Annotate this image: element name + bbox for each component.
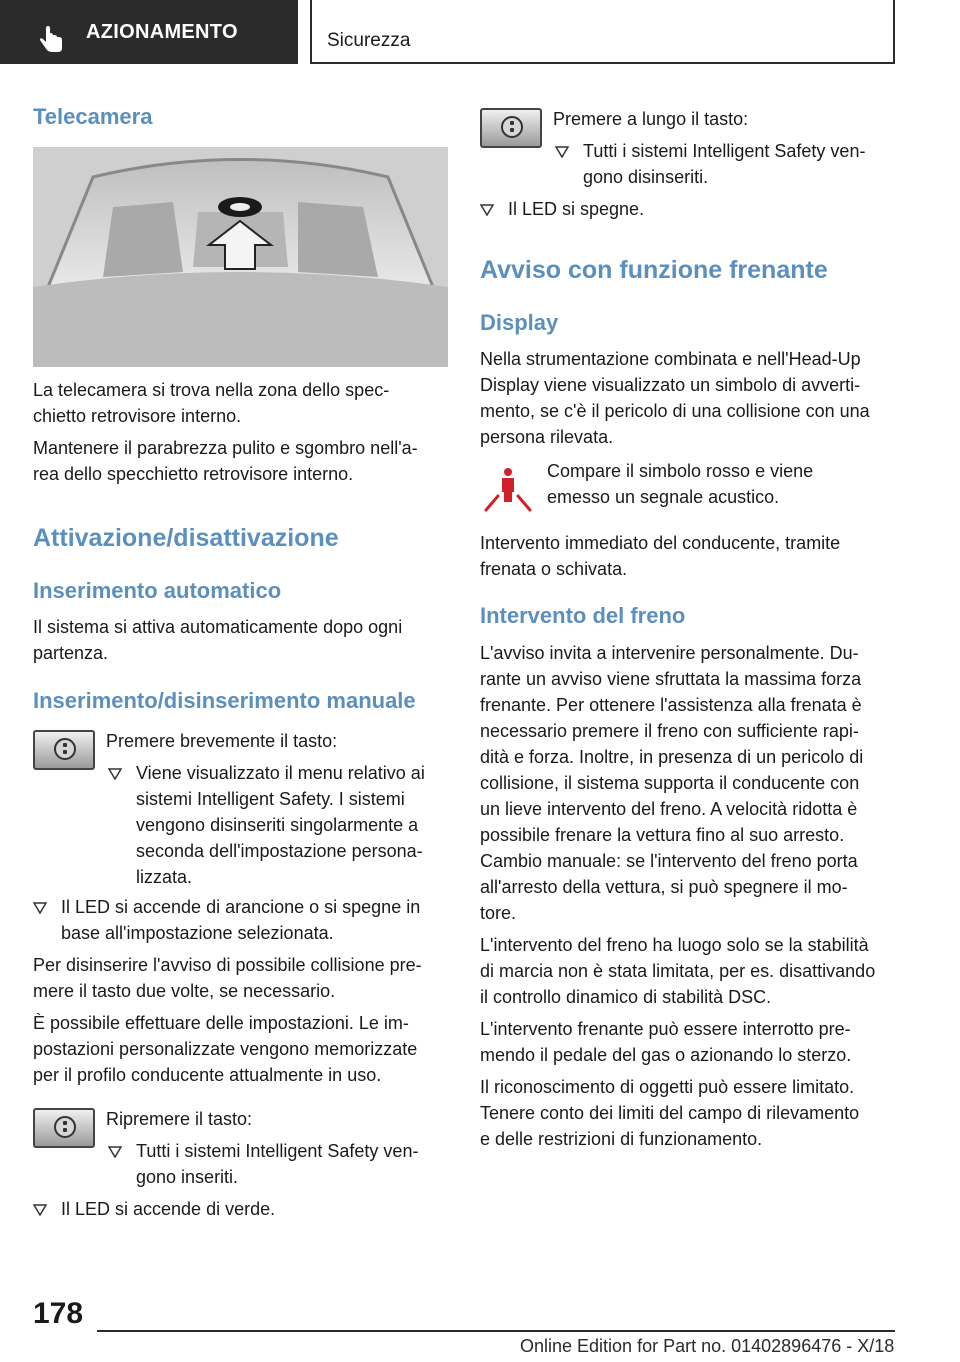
paragraph: dità e forza. Inoltre, in presenza di un pericolo di <box>480 747 864 767</box>
heading-attivazione: Attivazione/disattivazione <box>33 524 339 552</box>
list-item: Il LED si accende di arancione o si spegne in <box>61 897 421 917</box>
list-item: Viene visualizzato il menu relativo ai <box>136 763 425 783</box>
paragraph: L'avviso invita a intervenire personalmente. Du- <box>480 643 859 663</box>
paragraph: possibile frenare la vettura fino al suo arresto. <box>480 825 845 845</box>
heading-inserimento-automatico: Inserimento automatico <box>33 578 282 603</box>
paragraph: La telecamera si trova nella zona dello spec- <box>33 380 390 400</box>
paragraph: un lieve intervento del freno. A velocità ridotta è <box>480 799 858 819</box>
paragraph: persona rilevata. <box>480 427 614 447</box>
paragraph: postazioni personalizzate vengono memorizzate <box>33 1039 418 1059</box>
warning-text: Compare il simbolo rosso e viene <box>547 461 814 481</box>
paragraph: Mantenere il parabrezza pulito e sgombro nell'a- <box>33 438 418 458</box>
list-item: Il LED si spegne. <box>508 199 645 219</box>
sensor-button-icon <box>33 730 95 770</box>
instruction: Ripremere il tasto: <box>106 1109 253 1129</box>
list-triangle-icon <box>108 768 122 780</box>
paragraph: necessario premere il freno con sufficiente rapi- <box>480 721 859 741</box>
paragraph: collisione, il sistema supporta il conducente con <box>480 773 860 793</box>
paragraph: all'arresto della vettura, si può spegnere il mo- <box>480 877 848 897</box>
list-triangle-icon <box>33 902 47 914</box>
heading-display: Display <box>480 310 559 335</box>
paragraph: e delle restrizioni di funzionamento. <box>480 1129 763 1149</box>
paragraph: Nella strumentazione combinata e nell'Head-Up <box>480 349 861 369</box>
paragraph: partenza. <box>33 643 109 663</box>
footer-divider <box>97 1330 895 1332</box>
list-item: Tutti i sistemi Intelligent Safety ven- <box>136 1141 419 1161</box>
chapter-tab <box>310 0 895 64</box>
chapter-title: Sicurezza <box>327 30 411 51</box>
paragraph: mere il tasto due volte, se necessario. <box>33 981 336 1001</box>
paragraph: per il profilo conducente attualmente in uso. <box>33 1065 382 1085</box>
list-triangle-icon <box>480 204 494 216</box>
paragraph: il controllo dinamico di stabilità DSC. <box>480 987 772 1007</box>
paragraph: L'intervento del freno ha luogo solo se la stabilità <box>480 935 869 955</box>
list-item: sistemi Intelligent Safety. I sistemi <box>136 789 405 809</box>
paragraph: frenata o schivata. <box>480 559 628 579</box>
list-item: Tutti i sistemi Intelligent Safety ven- <box>583 141 866 161</box>
edition-text: Online Edition for Part no. 01402896476 - X/18 <box>520 1336 895 1356</box>
paragraph: Tenere conto dei limiti del campo di rilevamento <box>480 1103 860 1123</box>
list-item: gono disinseriti. <box>583 167 709 187</box>
instruction: Premere brevemente il tasto: <box>106 731 338 751</box>
section-tab <box>0 0 298 64</box>
sensor-button-icon <box>33 1108 95 1148</box>
list-triangle-icon <box>108 1146 122 1158</box>
pedestrian-warning-icon <box>484 466 532 514</box>
paragraph: tore. <box>480 903 517 923</box>
paragraph: Per disinserire l'avviso di possibile collisione pre- <box>33 955 422 975</box>
paragraph: rante un avviso viene sfruttata la massima forza <box>480 669 862 689</box>
paragraph: rea dello specchietto retrovisore interno. <box>33 464 354 484</box>
heading-avviso-frenante: Avviso con funzione frenante <box>480 256 828 284</box>
paragraph: Il sistema si attiva automaticamente dopo ogni <box>33 617 403 637</box>
paragraph: chietto retrovisore interno. <box>33 406 242 426</box>
page-number: 178 <box>33 1297 84 1330</box>
list-item: lizzata. <box>136 867 193 887</box>
paragraph: frenante. Per ottenere l'assistenza alla frenata è <box>480 695 862 715</box>
paragraph: Cambio manuale: se l'intervento del freno porta <box>480 851 858 871</box>
paragraph: È possibile effettuare delle impostazioni. Le im- <box>33 1013 409 1033</box>
paragraph: di marcia non è stata limitata, per es. disattivando <box>480 961 876 981</box>
warning-text: emesso un segnale acustico. <box>547 487 780 507</box>
paragraph: Display viene visualizzato un simbolo di avverti- <box>480 375 861 395</box>
list-item: seconda dell'impostazione persona- <box>136 841 423 861</box>
list-item: base all'impostazione selezionata. <box>61 923 334 943</box>
paragraph: Intervento immediato del conducente, tramite <box>480 533 841 553</box>
list-triangle-icon <box>555 146 569 158</box>
camera-location-photo <box>33 147 448 367</box>
paragraph: L'intervento frenante può essere interrotto pre- <box>480 1019 851 1039</box>
paragraph: mento, se c'è il pericolo di una collisione con una <box>480 401 870 421</box>
list-item: Il LED si accende di verde. <box>61 1199 276 1219</box>
list-item: vengono disinseriti singolarmente a <box>136 815 419 835</box>
instruction: Premere a lungo il tasto: <box>553 109 749 129</box>
hand-pointer-icon <box>38 26 64 54</box>
heading-inserimento-manuale: Inserimento/disinserimento manuale <box>33 688 416 713</box>
list-triangle-icon <box>33 1204 47 1216</box>
heading-telecamera: Telecamera <box>33 104 153 129</box>
list-item: gono inseriti. <box>136 1167 239 1187</box>
paragraph: mendo il pedale del gas o azionando lo sterzo. <box>480 1045 852 1065</box>
paragraph: Il riconoscimento di oggetti può essere limitato. <box>480 1077 855 1097</box>
heading-intervento-freno: Intervento del freno <box>480 603 686 628</box>
section-title: AZIONAMENTO <box>86 21 238 43</box>
sensor-button-icon <box>480 108 542 148</box>
